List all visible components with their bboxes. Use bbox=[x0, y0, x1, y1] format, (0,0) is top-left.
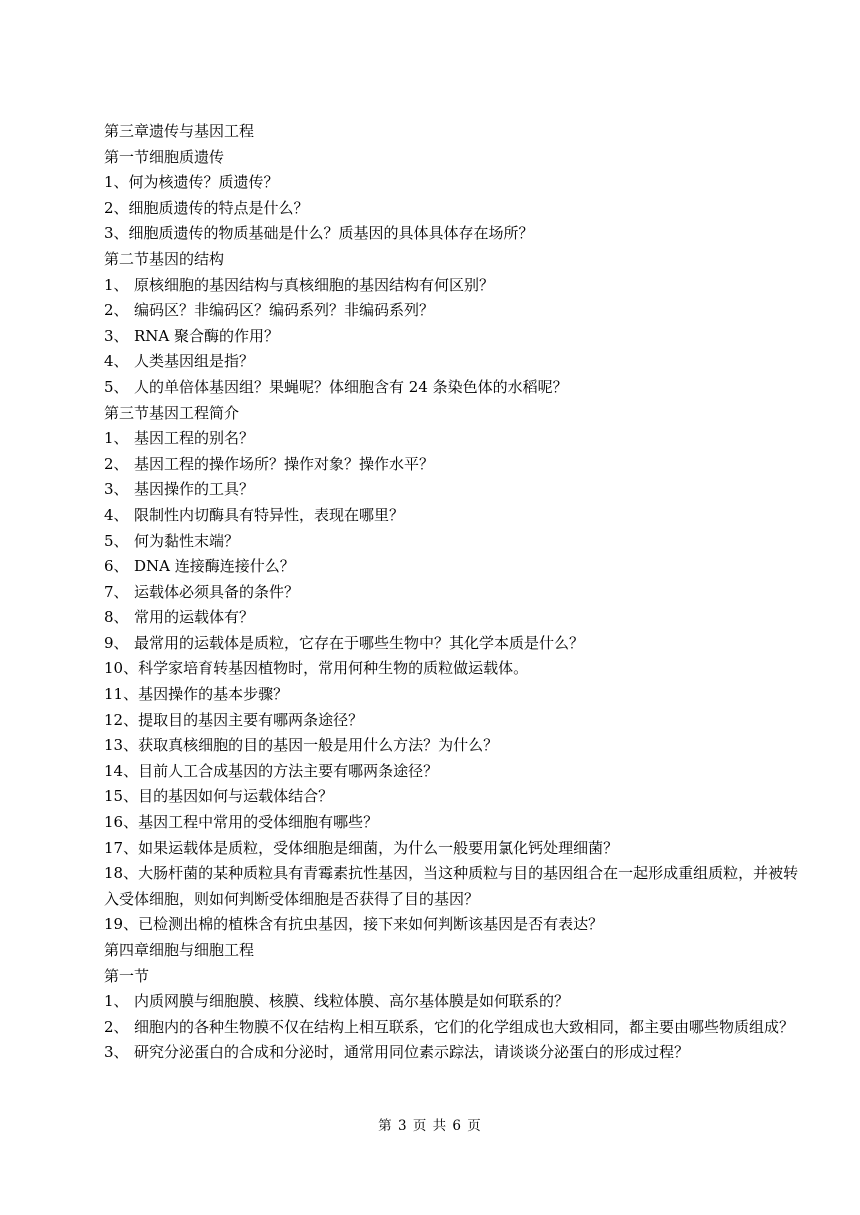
item-number: 5、 bbox=[104, 377, 129, 396]
item-number: 8、 bbox=[104, 608, 129, 627]
item-text: 内质网膜与细胞膜、核膜、线粒体膜、高尔基体膜是如何联系的？ bbox=[134, 992, 570, 1011]
list-item: 18、大肠杆菌的某种质粒具有青霉素抗性基因，当这种质粒与目的基因组合在一起形成重组质粒，并被转入受体细胞，则如何判断受体细胞是否获得了目的基因？ bbox=[104, 864, 799, 908]
item-text: RNA 聚合酶的作用？ bbox=[134, 326, 280, 345]
list-item bbox=[104, 349, 810, 375]
list-item bbox=[104, 1015, 810, 1041]
item-number: 2、 bbox=[104, 454, 129, 473]
list-item bbox=[104, 298, 810, 324]
list-item: 17、如果运载体是质粒，受体细胞是细菌，为什么一般要用氯化钙处理细菌？ bbox=[104, 838, 619, 857]
list-item bbox=[104, 426, 810, 452]
list-item bbox=[104, 554, 810, 580]
item-text: 常用的运载体有？ bbox=[134, 608, 255, 627]
item-text: 基因操作的工具？ bbox=[134, 480, 255, 499]
item-text: 人的单倍体基因组？果蝇呢？体细胞含有 24 条染色体的水稻呢？ bbox=[134, 377, 568, 396]
list-item bbox=[104, 375, 810, 401]
item-number: 3、 bbox=[104, 1043, 129, 1062]
item-text: 细胞内的各种生物膜不仅在结构上相互联系，它们的化学组成也大致相同，都主要由哪些物质组成？ bbox=[134, 1017, 795, 1036]
list-item: 15、目的基因如何与运载体结合？ bbox=[104, 787, 334, 806]
list-item bbox=[104, 477, 810, 503]
list-item bbox=[104, 324, 810, 350]
item-number: 7、 bbox=[104, 582, 129, 601]
item-number: 1、 bbox=[104, 275, 129, 294]
item-number: 9、 bbox=[104, 633, 129, 652]
list-item: 19、已检测出棉的植株含有抗虫基因，接下来如何判断该基因是否有表达？ bbox=[104, 915, 604, 934]
item-text: 原核细胞的基因结构与真核细胞的基因结构有何区别？ bbox=[134, 275, 495, 294]
section-2-title: 第二节基因的结构 bbox=[104, 249, 225, 268]
list-item bbox=[104, 503, 810, 529]
item-number: 3、 bbox=[104, 480, 129, 499]
list-item bbox=[104, 452, 810, 478]
list-item: 14、目前人工合成基因的方法主要有哪两条途径？ bbox=[104, 761, 439, 780]
item-number: 3、 bbox=[104, 326, 129, 345]
list-item bbox=[104, 273, 810, 299]
chapter-4-section-1-title: 第一节 bbox=[104, 966, 150, 985]
list-item bbox=[104, 580, 810, 606]
list-item: 3、细胞质遗传的物质基础是什么？质基因的具体具体存在场所？ bbox=[104, 224, 534, 243]
item-text: 最常用的运载体是质粒，它存在于哪些生物中？其化学本质是什么？ bbox=[134, 633, 585, 652]
list-item: 11、基因操作的基本步骤？ bbox=[104, 685, 289, 704]
item-number: 4、 bbox=[104, 505, 129, 524]
list-item: 16、基因工程中常用的受体细胞有哪些？ bbox=[104, 813, 379, 832]
item-number: 2、 bbox=[104, 301, 129, 320]
item-number: 6、 bbox=[104, 557, 129, 576]
item-text: DNA 连接酶连接什么？ bbox=[134, 557, 295, 576]
item-number: 1、 bbox=[104, 992, 129, 1011]
section-1-title: 第一节细胞质遗传 bbox=[104, 147, 225, 166]
list-item bbox=[104, 1040, 810, 1066]
document-body bbox=[104, 119, 810, 1066]
section-3-title: 第三节基因工程简介 bbox=[104, 403, 240, 422]
item-text: 限制性内切酶具有特异性，表现在哪里？ bbox=[134, 505, 405, 524]
item-text: 何为黏性末端？ bbox=[134, 531, 240, 550]
item-number: 2、 bbox=[104, 1017, 129, 1036]
item-text: 编码区？非编码区？编码系列？非编码系列？ bbox=[134, 301, 435, 320]
item-text: 人类基因组是指？ bbox=[134, 352, 255, 371]
item-text: 运载体必须具备的条件？ bbox=[134, 582, 300, 601]
item-text: 基因工程的操作场所？操作对象？操作水平？ bbox=[134, 454, 435, 473]
list-item bbox=[104, 605, 810, 631]
page-footer: 第 3 页 共 6 页 bbox=[378, 1118, 482, 1134]
list-item: 2、细胞质遗传的特点是什么？ bbox=[104, 198, 309, 217]
item-text: 研究分泌蛋白的合成和分泌时，通常用同位素示踪法，请谈谈分泌蛋白的形成过程？ bbox=[134, 1043, 690, 1062]
list-item bbox=[104, 529, 810, 555]
list-item: 13、获取真核细胞的目的基因一般是用什么方法？为什么？ bbox=[104, 736, 499, 755]
item-number: 4、 bbox=[104, 352, 129, 371]
list-item bbox=[104, 989, 810, 1015]
list-item: 1、何为核遗传？质遗传？ bbox=[104, 173, 279, 192]
list-item: 12、提取目的基因主要有哪两条途径？ bbox=[104, 710, 364, 729]
list-item bbox=[104, 631, 810, 657]
item-number: 5、 bbox=[104, 531, 129, 550]
item-text: 基因工程的别名？ bbox=[134, 429, 255, 448]
list-item: 10、科学家培育转基因植物时，常用何种生物的质粒做运载体。 bbox=[104, 659, 529, 678]
chapter-3-title: 第三章遗传与基因工程 bbox=[104, 122, 255, 140]
item-number: 1、 bbox=[104, 429, 129, 448]
chapter-4-title: 第四章细胞与细胞工程 bbox=[104, 941, 255, 959]
